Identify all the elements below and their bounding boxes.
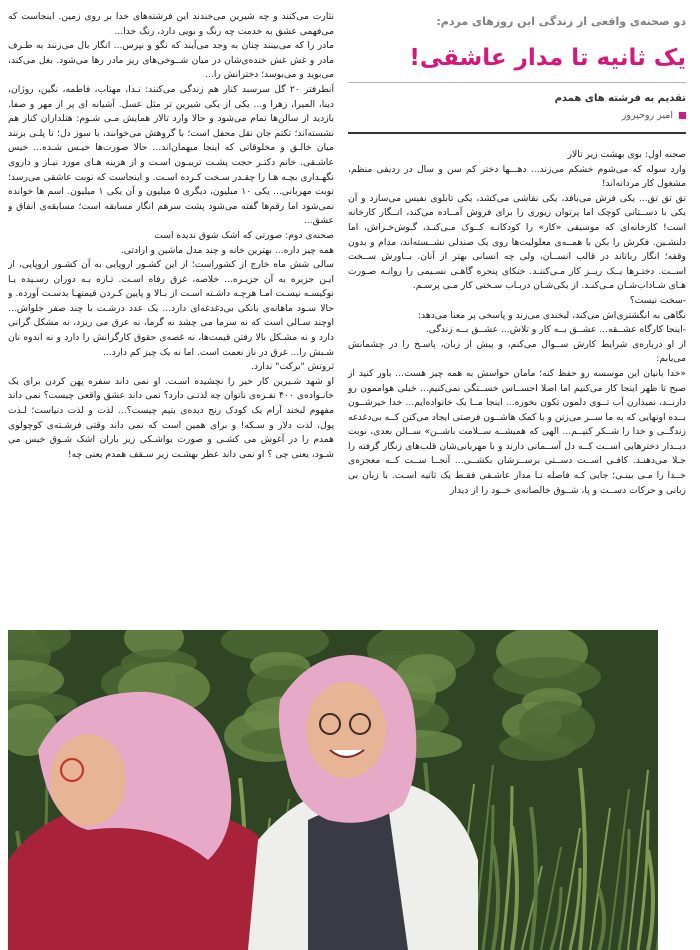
article-dedication: تقدیم به فرشته های همدم: [554, 93, 686, 104]
body-paragraph: نگاهی به انگشتری‌اش می‌کند، لبخندی می‌زند و پاسخی پر معنا می‌دهد:: [417, 309, 686, 321]
article-right-column: [344, 10, 690, 610]
article-kicker: دو صحنه‌ی واقعی از زندگی این روزهای مردم:: [436, 15, 686, 28]
leaf-cluster: [519, 701, 595, 753]
article-body-right: [348, 148, 686, 498]
body-paragraph: صحنه اول: بوی بهشت زیر تالار: [567, 149, 686, 160]
byline: [344, 109, 686, 122]
body-paragraph: مادر را که می‌بینند چنان به وجد می‌آیند که نگو و نپرس... انگار بال می‌زنند به طـرف مادر و غش غش خنده‌ی‌شان در میان شــوخی‌های ریز مادر رها می‌شود. بغل می‌کند، می‌بوید و می‌بوسد؛ دخترانش را...: [8, 40, 334, 81]
byline-bullet-icon: [679, 112, 686, 119]
body-paragraph: سالی شش ماه خارج از کشوراست؛ از این کشـور اروپایی به آن کشـور اروپایی، از ایـن جزیره به آن جزیـره... خلاصه، غرق رفاه اسـت. تـازه بـه دوران رسـیده یـا نوکیسـه نیسـت امـا هرچـه داشـته اسـت از بـالا و پایین کـردن قیمتهـا بدسـت آورده. و حالا سـود ماهانه‌ی بانکی بی‌دغدغه‌ای دارد... یک عدد درشـت با چند صفر جلواش... اوچند سـالی است که نه سرما می‌ چشد نه گرما، نه عرق می‌ ریزد، نه مشکل گرانی دارد و نه مشـکل بالا رفتن قیمت‌ها، نه غصه‌ی حقوق کارگرانش را دارد و نه اندوه نان شـبش را... غرق در ناز نعمت است. اما نه یک چیز کم دارد...: [8, 259, 334, 358]
body-paragraph: ثروتش "برکت" ندارد.: [250, 361, 334, 373]
body-paragraph: -اینجا کارگاه عشــقه... عشــق بــه کار و تلاش... عشــق بــه زندگی.: [425, 324, 686, 336]
body-paragraph: از او درباره‌ی شرایط کارش ســوال می‌کنم، و پیش از زبان، پاسـخ را در چشمانش می‌یابم:: [348, 338, 686, 365]
title-divider: [348, 82, 686, 83]
header-divider: [348, 132, 686, 134]
article-left-column: [8, 10, 334, 610]
left-girl-face: [50, 734, 126, 826]
body-paragraph: همه چیز داره... بهترین خانه و چند مدل ماشین و ارادتی.: [120, 244, 334, 256]
body-paragraph: وارد سوله که می‌شوم خشکم می‌زند... دهـــها دختر کم سن و سال در ردیفی منظم، مشغول کار مردانه‌اند!: [348, 163, 686, 190]
section-heading: صحنه‌ی دوم: صورتی که اشک شوق ندیده است: [154, 229, 334, 241]
photo-illustration: [8, 630, 658, 950]
article-title: یک ثانیه تا مدار عاشقی!: [409, 45, 686, 71]
body-paragraph: تق تق تق... یکی فرش می‌بافد، یکی نقاشی می‌کشد، یکی تابلوی نفیس می‌سازد و آن یکی با دســتانی کوچک اما پرتوان زیوری را برای فروش آمــاده می‌کند، انــگار کارخانه است! کارخانه‌ای که موسیقی «کار» را کودکانـه کــوک مـی‌کنـد، گـوش‌خـراش، اما دلنشـین. فکرش را بکن با همــه‌ی معلولیت‌ها روی یک صندلی نشــسته‌اند، مدام و بدون وقفه؛ انگار رباتاند در قالب انســان، ولی چه انسانی بهتر از آنان. بــاورش ســخت اســت. دختـرها یــک ریــز کار مـی‌کننـد. خنکای پنجره گاهـی نسـیمی را روانـه صـورت هـای شـاداب‌شـان مـی‌کنـد. از یکی‌شـان دربـاب سـختی کار مـی‌ پرسـم.: [348, 192, 686, 292]
body-paragraph: اَنطرفتر ۲۰ گل سرسبد کنار هم زندگی می‌کنند: نـدا، مهتاب، فاطمه، نگین، روژان، دینا، المیرا، زهرا و... یکی از یکی شیرین تر مثل عسل. آشیانه ای پر از مهر و صفا. بازدید از سالن‌ها تمام می‌شود و حالا وارد تالار همایش مـی‌ شـوم: هتلداران کنار هم نشسته‌اند؛ تکتم جان نقل محفل است؛ با گروهش می‌خوانند، با سوز دل؛ تا پلـی بزنند میان خالـق و مخلوقاتی که اینجا میهمان‌اند... حالا صورت‌ها خیـس شـده... خیس عاشـقی. خانم دکتـر حجت پشـت تریبـون اسـت و از هزینه هـای مورد نیـاز و داروی نگهـداری بچـه هـا را چقـدر سـخت کـرده اسـت. و اینجاست که نوبت عاشقی می‌رسد؛ نوبت مهربانی... یکی ۱۰ میلیون، دیگری ۵ میلیون و آن یکی ۱ میلیون. اسم ها خوانده نمی‌شود اما رقم‌ها گفته می‌شود پشت سرهم انگار مسابقه است؛ مسابقه‌ی انفاق و عشق...: [8, 83, 334, 227]
body-paragraph: او شهد شـیرین کار خیر را نچشیده اسـت. او نمی‌ داند سفره پهن کردن برای یک خانـواده‌ی ۴۰۰ نفـره‌ی ناتوان چه لذتـی دارد؟ نمی‌ داند عشق واقعی چیست؟ نمی‌ داند مفهوم لبخند آرام یک کودک رنج دیده‌ی یتیم چیست؟... لذت و لذت دنیاست؛ لـذت پول، لذت دلار و سـکه! و برای همین است که نمی داند وقتی فرشـته‌ی کوچولوی همدم را در آغوش می کشـی و صورت یواشـکی زیر باران اشک شـوق خیس می شـود، یعنی چی ؟ او نمی داند عطر بهشـت زیر سـقف همدم یعنی چه!: [8, 375, 334, 460]
body-paragraph: «خدا بانیان این موسسه رو حفظ کنه؛ مامان حواسش به همه چیز هست... باور کنید از صبح تا ظهر اینجا کار می‌کنیم اما اصلا احســاس خســتگی نمی‌کنیم... خیلی هواممون رو دارنــد، نمیذارن آب تــوی دلمون تکون بخوره... اینجا مــا یک خانواده‌ایم... خدا خیرشــون بــده اونهایی که به ما ســر می‌زنن و با کمک هاشــون فرصتی ایجاد می‌کنن کــه بی‌دغدغه زندگــی و خدا را شــکر کنیــم... الهی که همیشــه ســلامت باشــن» ســالن بعدی، نوبت دیــدار دخترهایی اســت کــه دل آســمانی دارند و با مهربانی‌شان قلب‌های زنگار گرفته را جـلا می‌دهنـد. کافـی اســت دســتی برســرشان بکشــی... آنجــا ســت کــه معجزه‌ی خــدا را مـی‌ بینـی؛ جایی کـه فاصله تـا مدار عاشـقی فقـط یک ثانیه اسـت. با زبان بی‌ زبانی و حرکات دســت و پا، شــوق خالصانه‌ی خــود را از دیدار: [347, 367, 686, 496]
body-paragraph: نثارت می‌کنند و چه شیرین می‌خندند این فرشته‌های خدا بر روی زمین. اینجاست که می‌فهمی عشق به خدمت چه رنگ و بویی دارد، رنگ خدا...: [8, 11, 334, 37]
article-photo: [8, 630, 658, 950]
body-paragraph: -سخت نیست؟: [629, 294, 686, 306]
right-girl-face: [306, 682, 386, 778]
article-author: امیر روحپرور: [621, 110, 673, 121]
